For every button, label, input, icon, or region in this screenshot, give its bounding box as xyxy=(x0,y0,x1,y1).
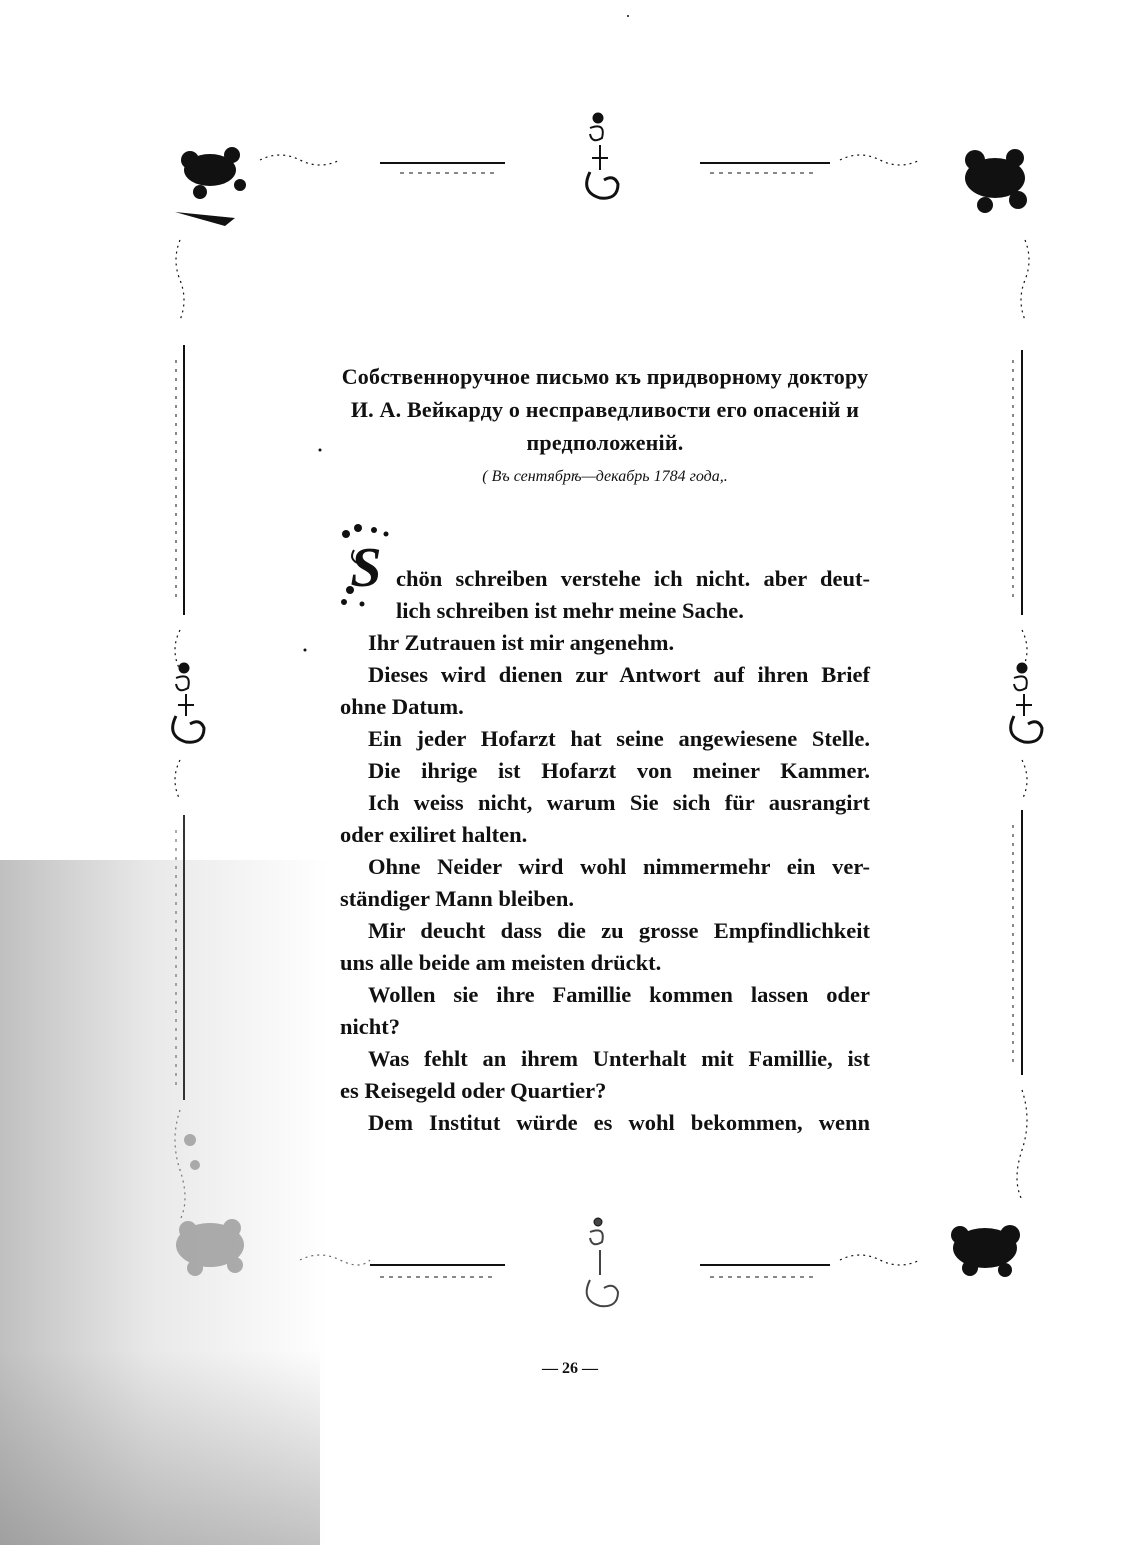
paragraph: Ihr Zutrauen ist mir angenehm. xyxy=(368,630,675,655)
heading-line-1: Собственноручное письмо къ придворному доктору xyxy=(341,364,869,389)
paragraph: Mir deucht dass die zu grosse Empfindlichkeit xyxy=(368,918,870,943)
paragraph-line: nicht? xyxy=(340,1014,401,1039)
paragraph-line: es Reisegeld oder Quartier? xyxy=(340,1078,607,1103)
paragraph: Dieses wird dienen zur Antwort auf ihren Brief xyxy=(368,662,870,687)
paragraph: Ich weiss nicht, warum Sie sich für ausrangirt xyxy=(368,790,870,815)
letter-heading xyxy=(340,360,870,459)
date-line: ( Въ сентябрѣ—декабрь 1784 года,. xyxy=(482,468,728,485)
heading-line-3: предположеній. xyxy=(526,430,684,455)
paragraph: Wollen sie ihre Famillie kommen lassen oder xyxy=(368,982,870,1007)
paragraph-line: oder exiliret halten. xyxy=(340,822,528,847)
paragraph: Die ihrige ist Hofarzt von meiner Kammer. xyxy=(368,758,870,783)
letter-body xyxy=(340,563,870,1139)
paragraph: Dem Institut würde es wohl bekommen, wenn xyxy=(368,1110,870,1135)
paragraph-line: uns alle beide am meisten drückt. xyxy=(340,950,662,975)
paragraph-line: ohne Datum. xyxy=(340,694,464,719)
drop-cap-letter: S xyxy=(350,537,382,599)
paragraph: Ohne Neider wird wohl nimmermehr ein ver- xyxy=(368,854,870,879)
page-number: — 26 — xyxy=(542,1360,598,1377)
paragraph-line: ständiger Mann bleiben. xyxy=(340,886,574,911)
paragraph: chön schreiben verstehe ich nicht. aber deut- xyxy=(396,566,870,591)
heading-line-2: И. А. Вейкарду о несправедливости его опасеній и xyxy=(350,397,860,422)
paragraph: Ein jeder Hofarzt hat seine angewiesene Stelle. xyxy=(368,726,870,751)
paragraph-line: lich schreiben ist mehr meine Sache. xyxy=(396,598,744,623)
paragraph: Was fehlt an ihrem Unterhalt mit Famillie, ist xyxy=(368,1046,870,1071)
